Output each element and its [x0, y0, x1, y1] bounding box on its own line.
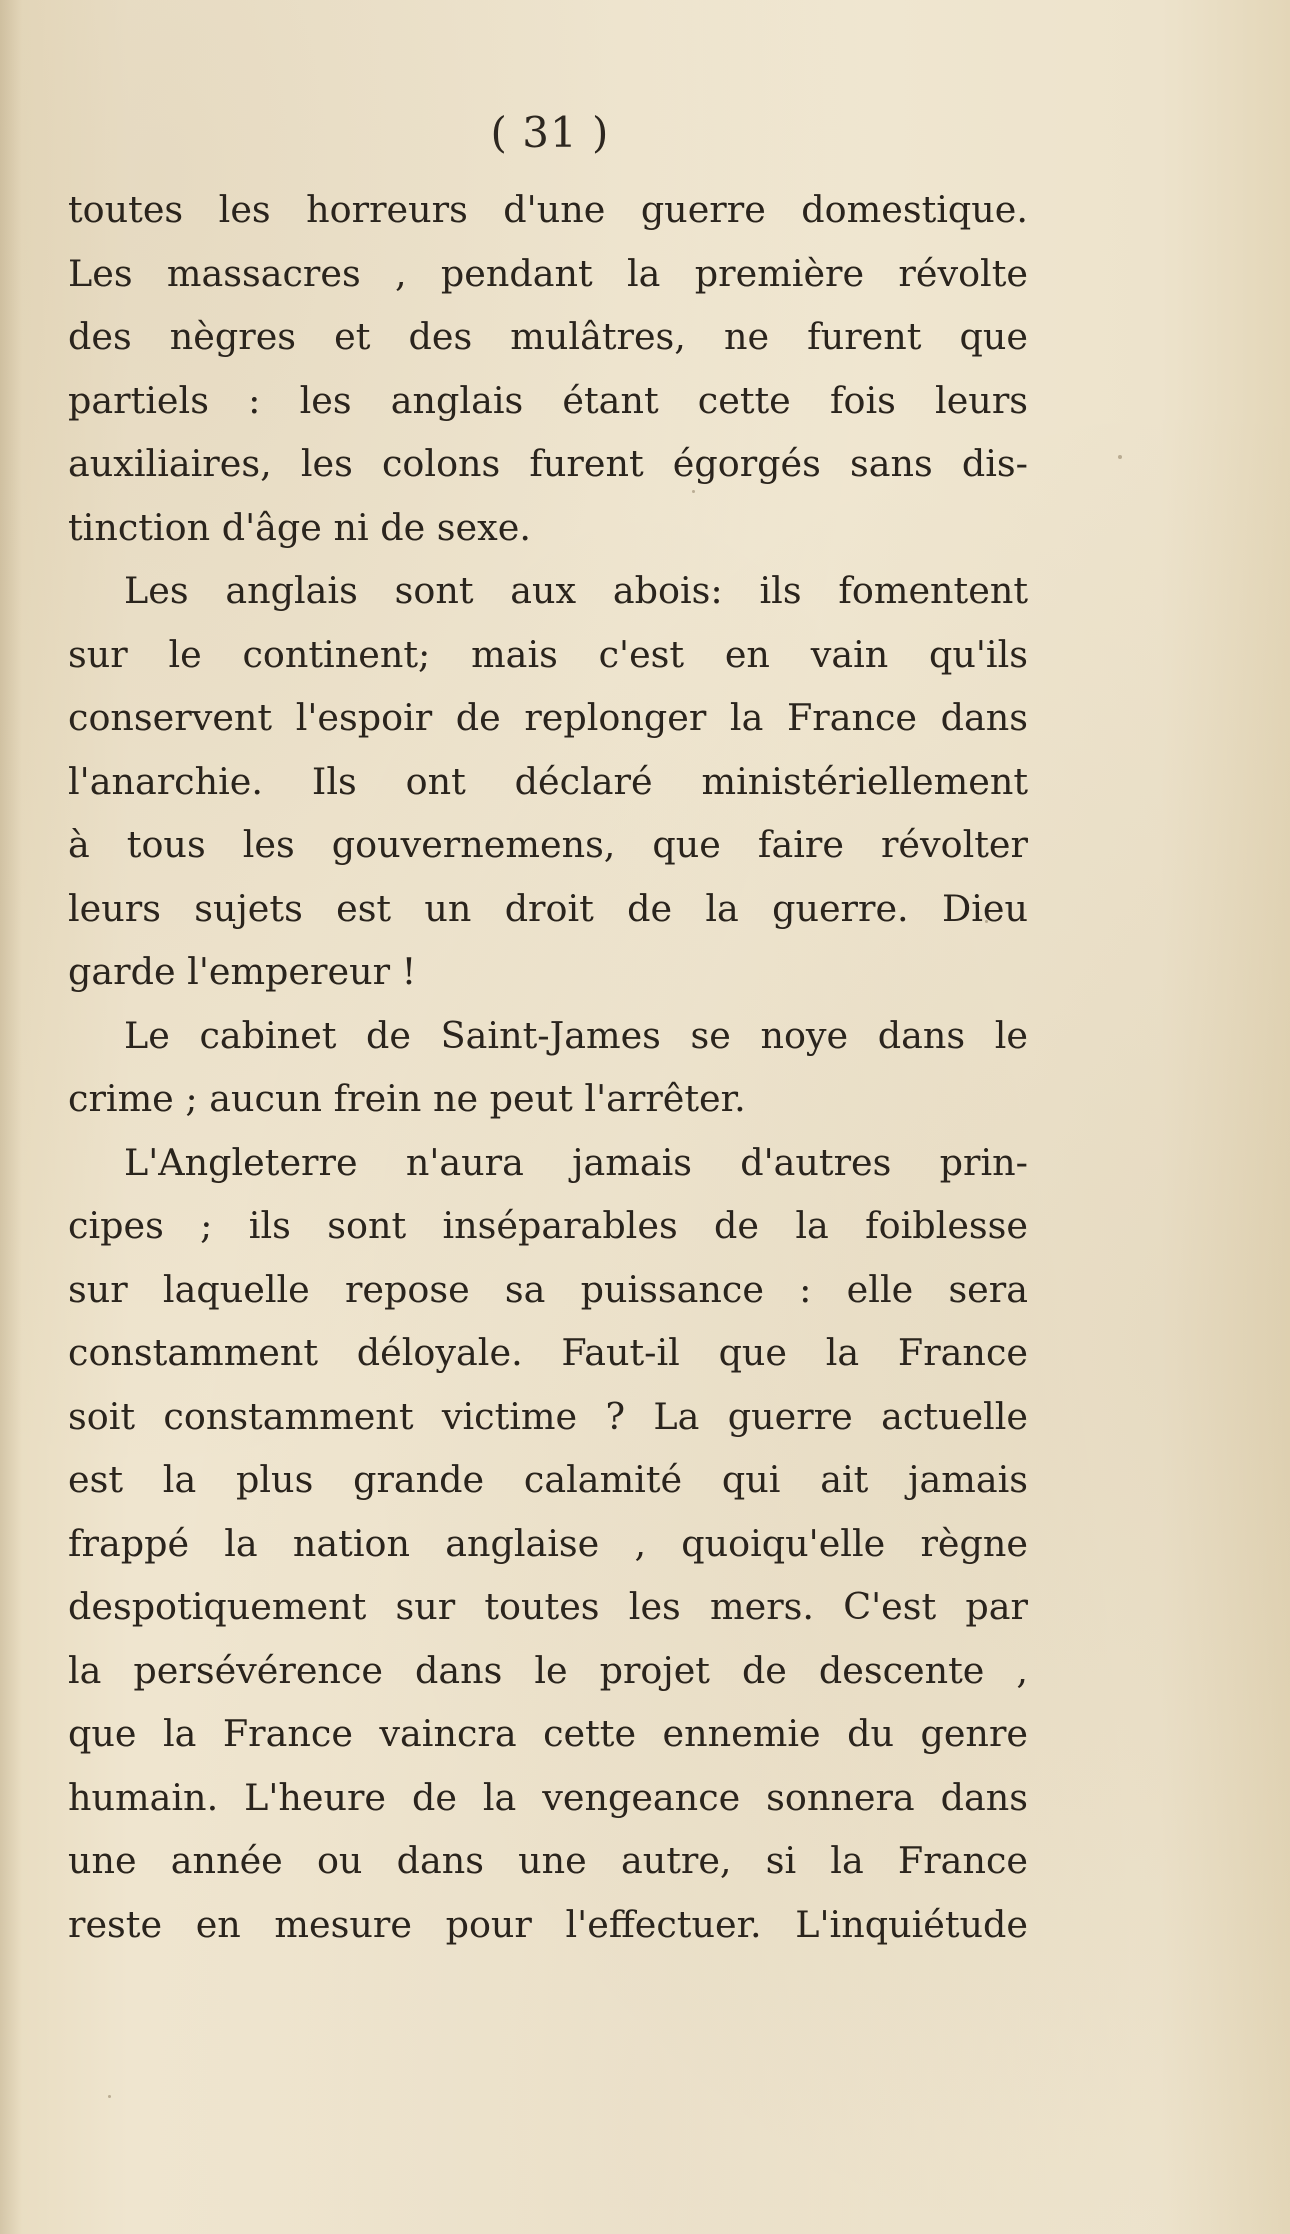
text-line: leurs sujets est un droit de la guerre. Dieu — [68, 886, 1028, 930]
text-line: sur laquelle repose sa puissance : elle sera — [68, 1267, 1028, 1311]
text-line: sur le continent; mais c'est en vain qu'ils — [68, 632, 1028, 676]
text-line: Les massacres , pendant la première révolte — [68, 251, 1028, 295]
text-line: crime ; aucun frein ne peut l'arrêter. — [68, 1077, 746, 1120]
text-line: toutes les horreurs d'une guerre domestique. — [68, 188, 1028, 231]
text-line: conservent l'espoir de replonger la France dans — [68, 696, 1028, 739]
page-edge-shadow — [0, 0, 22, 2234]
text-line: auxiliaires, les colons furent égorgés sans dis- — [68, 442, 1028, 485]
text-line: cipes ; ils sont inséparables de la foiblesse — [68, 1204, 1028, 1247]
text-line: à tous les gouvernemens, que faire révolter — [68, 823, 1028, 866]
text-line: tinction d'âge ni de sexe. — [68, 505, 531, 549]
paper-speck — [1118, 455, 1122, 459]
text-line: que la France vaincra cette ennemie du genre — [68, 1712, 1028, 1755]
text-line: Les anglais sont aux abois: ils fomentent — [124, 569, 1028, 612]
text-line: Le cabinet de Saint-James se noye dans le — [124, 1013, 1028, 1057]
text-line: soit constamment victime ? La guerre actuelle — [68, 1394, 1028, 1438]
text-line: L'Angleterre n'aura jamais d'autres prin- — [124, 1140, 1028, 1184]
paper-speck — [108, 2095, 111, 2098]
text-line: garde l'empereur ! — [68, 950, 417, 993]
text-line: partiels : les anglais étant cette fois leurs — [68, 378, 1028, 422]
text-line: despotiquement sur toutes les mers. C'est par — [68, 1585, 1028, 1628]
text-line: une année ou dans une autre, si la France — [68, 1839, 1028, 1882]
text-line: des nègres et des mulâtres, ne furent que — [68, 315, 1028, 358]
body-text — [68, 178, 1028, 1956]
text-line: l'anarchie. Ils ont déclaré ministériellement — [68, 759, 1028, 803]
text-line: constamment déloyale. Faut-il que la France — [68, 1331, 1028, 1374]
text-line: est la plus grande calamité qui ait jamais — [68, 1458, 1028, 1501]
text-line: frappé la nation anglaise , quoiqu'elle règne — [68, 1521, 1028, 1565]
text-line: reste en mesure pour l'effectuer. L'inquiétude — [68, 1902, 1028, 1946]
text-line: la persévérence dans le projet de descente , — [68, 1648, 1028, 1692]
text-line: humain. L'heure de la vengeance sonnera dans — [68, 1775, 1028, 1819]
page-number: ( 31 ) — [490, 108, 610, 157]
